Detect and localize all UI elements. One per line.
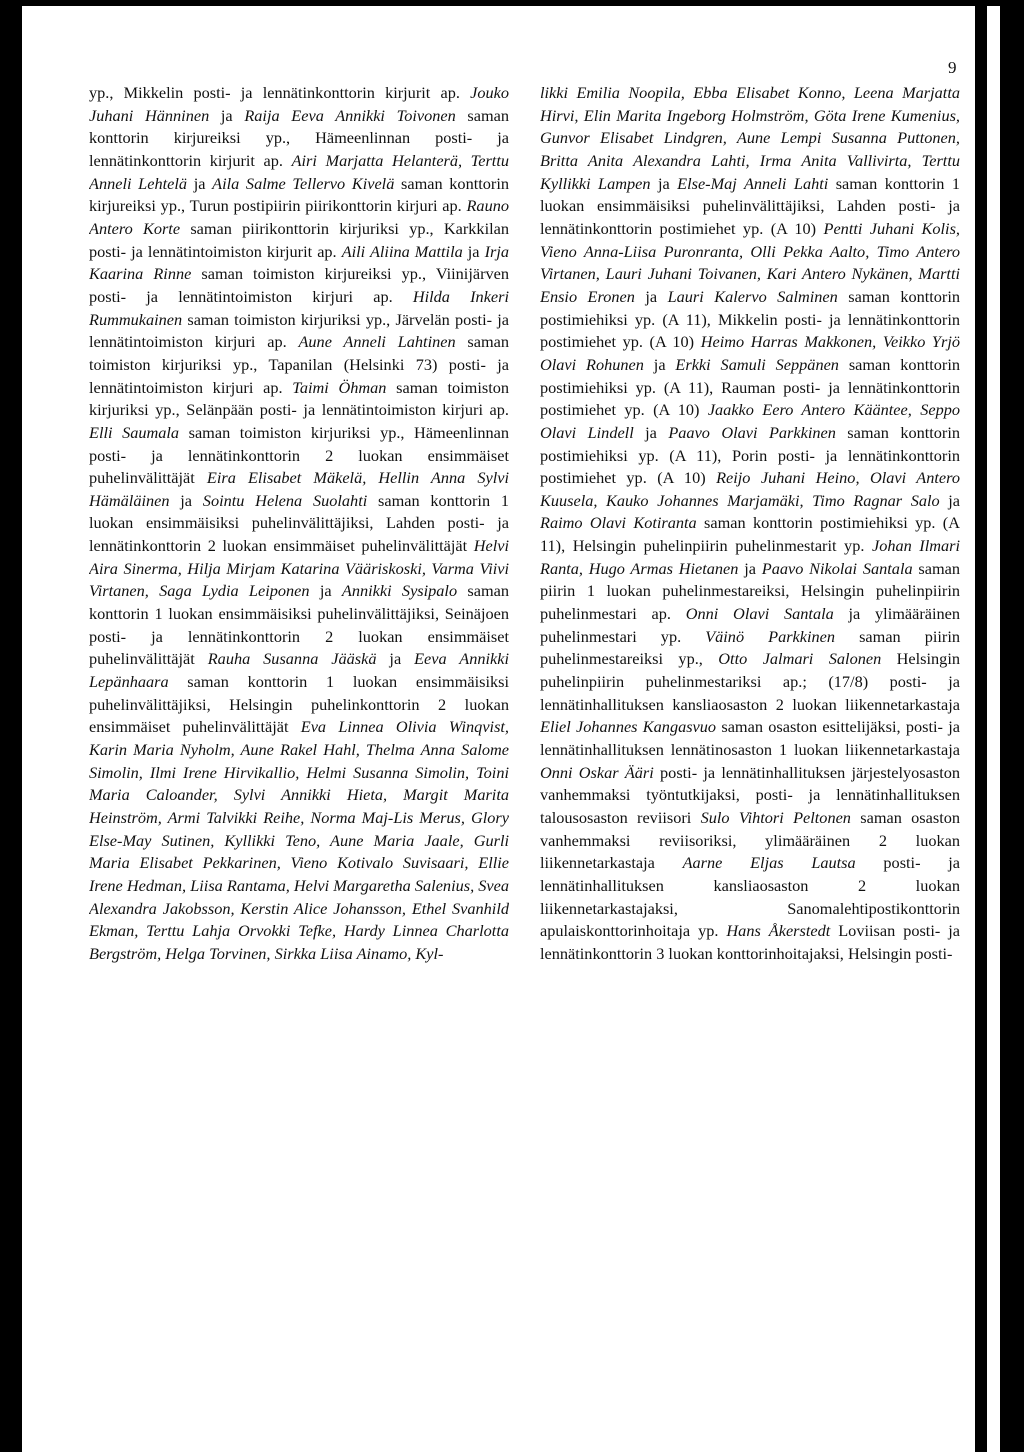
text-run: ja [633,422,669,442]
name-italic: Raimo Olavi Kotiranta [540,513,697,533]
name-italic: Aune Anneli Lahtinen [298,332,456,352]
text-run: saman toimiston kirjuriksi yp., Järvelän posti- ja lennätintoimiston kirjuri ap. [89,309,509,352]
name-italic: Aila Salme Tellervo Kivelä [212,173,395,193]
name-italic: Eira Elisabet Mäkelä, Hellin Anna Sylvi Hämäläinen [89,468,509,510]
name-italic: Lauri Kalervo Salminen [667,286,838,306]
text-run: posti- ja lennätinhallituksen kansliaosaston 2 luokan liikennetarkastajaksi, Sanomalehtipostikonttorin apulaiskonttorinhoitaja yp. [540,853,960,941]
text-run: posti- ja lennätinhallituksen järjestelyosaston vanhemmaksi työntutkijaksi, posti- ja lennätinhallituksen talousosaston reviisori [540,762,960,827]
name-italic: Irja Kaarina Rinne [89,241,509,284]
name-italic: Elli Saumala [89,422,180,442]
name-italic: Erkki Samuli Seppänen [675,354,839,374]
text-run: ja ylimääräinen puhelinmestari yp. [540,604,960,646]
text-run: saman konttorin kirjureiksi yp., Turun postipiirin piirikonttorin kirjuri ap. [89,173,509,216]
page-number: 9 [948,58,957,77]
text-run: saman konttorin postimiehiksi yp. (A 11), Rauman posti- ja lennätinkonttorin postimiehet yp. (A 10) [540,354,960,420]
text-run: saman piirikonttorin kirjuriksi yp., Karkkilan posti- ja lennätintoimiston kirjurit ap. [89,218,509,261]
name-italic: Väinö Parkkinen [705,626,836,646]
name-italic: Hans Åkerstedt [726,921,831,941]
text-run: saman konttorin postimiehiksi yp. (A 11), Helsingin puhelinpiirin puhelinmestarit yp. [540,513,960,556]
name-italic: Rauno Antero Korte [89,196,509,238]
text-run: saman konttorin 1 luokan ensimmäisiksi puhelinvälittäjiksi, Seinäjoen posti- ja lennätinkonttorin 2 luokan ensimmäiset puhelinvälittäjät [89,581,509,669]
scan-border-left [0,0,22,1452]
text-run: saman osaston vanhemmaksi reviisoriksi, ylimääräinen 2 luokan liikennetarkastaja [540,808,960,873]
name-italic: Eva Linnea Olivia Winqvist, Karin Maria Nyholm, Aune Rakel Hahl, Thelma Anna Salome Simolin, Ilmi Irene Hirvikallio, Helmi Susanna Simolin, Toini Maria Caloander, Sylvi Annikki Hieta, Margit Marita Heinström, Armi Talvikki Reihe, Norma Maj-Lis Merus, Glory Else-May Sutinen, Kyllikki Teno, Aune Maria Jaale, Gurli Maria Elisabet Pekkarinen, Vieno Kotivalo Suvisaari, Ellie Irene Hedman, Liisa Rantama, Helvi Margaretha Salenius, Svea Alexandra Jakobsson, Kerstin Alice Johansson, Ethel Svanhild Ekman, Terttu Lahja Orvokki Tefke, Hardy Linnea Charlotta Bergström, Helga Torvinen, Sirkka Liisa Ainamo, Kyl- [89,717,509,963]
name-italic: Else-Maj Anneli Lahti [677,173,829,193]
name-italic: Sulo Vihtori Peltonen [700,808,851,827]
text-run: saman konttorin 1 luokan ensimmäisiksi puhelinvälittäjiksi, Helsingin puhelinkonttorin 2 luokan ensimmäiset puhelinvälittäjät [89,672,509,737]
text-run: saman osaston esittelijäksi, posti- ja lennätinhallituksen lennätinosaston 1 luokan liikennetarkastaja [540,717,960,760]
name-italic: Onni Olavi Santala [685,604,834,624]
name-italic: Reijo Juhani Heino, Olavi Antero Kuusela, Kauko Johannes Marjamäki, Timo Ragnar Salo [540,468,960,510]
paragraph [89,82,509,966]
name-italic: Hilda Inkeri Rummukainen [89,286,509,329]
scan-border-right [1000,0,1024,1452]
name-italic: Paavo Olavi Parkkinen [668,422,836,442]
text-run: saman toimiston kirjuriksi yp., Hämeenlinnan posti- ja lennätinkonttorin 2 luokan ensimmäiset puhelinvälittäjät [89,422,509,488]
text-run: ja [209,105,245,125]
text-column-right [540,82,960,1372]
text-run: Helsingin puhelinpiirin puhelinmestariksi ap.; (17/8) posti- ja lennätinhallituksen kansliaosaston 2 luokan liikennetarkastaja [540,649,960,714]
text-run: ja [376,649,415,669]
name-italic: Jaakko Eero Antero Kääntee, Seppo Olavi Lindell [540,400,960,442]
name-italic: Heimo Harras Makkonen, Veikko Yrjö Olavi Rohunen [540,332,960,374]
text-column-left [89,82,509,1372]
text-run: Loviisan posti- ja lennätinkonttorin 3 luokan konttorinhoitajaksi, Helsingin posti- [540,921,960,963]
paragraph [540,82,960,966]
name-italic: likki Emilia Noopila, Ebba Elisabet Konno, Leena Marjatta Hirvi, Elin Marita Ingeborg Holmström, Göta Irene Kumenius, Gunvor Elisabet Lindgren, Aune Lempi Susanna Puttonen, Britta Anita Alexandra Lahti, Irma Anita Vallivirta, Terttu Kyllikki Lampen [540,83,960,193]
text-run: saman konttorin postimiehiksi yp. (A 11), Mikkelin posti- ja lennätinkonttorin postimiehet yp. (A 10) [540,286,960,352]
name-italic: Sointu Helena Suolahti [202,490,368,510]
name-italic: Aili Aliina Mattila [341,241,463,261]
text-run: ja [738,558,762,578]
name-italic: Otto Jalmari Salonen [718,649,882,669]
name-italic: Paavo Nikolai Santala [761,558,913,578]
text-run: ja [462,241,485,261]
name-italic: Taimi Öhman [292,377,387,397]
name-italic: Jouko Juhani Hänninen [89,83,509,125]
name-italic: Eliel Johannes Kangasvuo [540,717,717,737]
text-run: ja [650,173,678,193]
text-run: ja [643,354,676,374]
name-italic: Pentti Juhani Kolis, Vieno Anna-Liisa Puronranta, Olli Pekka Aalto, Timo Antero Virtanen, Lauri Juhani Toivanen, Kari Antero Nykänen, Martti Ensio Eronen [540,218,960,306]
text-run: saman piirin 1 luokan puhelinmestareiksi, Helsingin puhelinpiirin puhelinmestari ap. [540,558,960,624]
scan-border-top [0,0,1024,6]
text-run: saman konttorin kirjureiksi yp., Hämeenlinnan posti- ja lennätinkonttorin kirjurit ap. [89,105,509,170]
text-run: ja [187,173,213,193]
text-run: ja [634,286,668,306]
name-italic: Onni Oskar Ääri [540,762,654,782]
scan-border-strip [975,0,987,1452]
text-run: ja [939,490,960,510]
name-italic: Airi Marjatta Helanterä, Terttu Anneli Lehtelä [89,150,509,193]
name-italic: Rauha Susanna Jääskä [207,649,377,669]
text-run: ja [309,581,342,601]
name-italic: Helvi Aira Sinerma, Hilja Mirjam Katarina Vääriskoski, Varma Viivi Virtanen, Saga Lydia Leiponen [89,536,509,601]
name-italic: Aarne Eljas Lautsa [682,853,856,873]
name-italic: Raija Eeva Annikki Toivonen [244,105,456,125]
text-run: saman toimiston kirjuriksi yp., Tapanilan (Helsinki 73) posti- ja lennätintoimiston kirjuri ap. [89,332,509,397]
text-run: saman konttorin postimiehiksi yp. (A 11), Porin posti- ja lennätinkonttorin postimiehet yp. (A 10) [540,422,960,488]
text-run: saman konttorin 1 luokan ensimmäisiksi puhelinvälittäjiksi, Lahden posti- ja lennätinkonttorin postimiehet yp. (A 10) [540,173,960,238]
text-run: yp., Mikkelin posti- ja lennätinkonttorin kirjurit ap. [89,83,471,102]
text-run: ja [169,490,203,510]
name-italic: Eeva Annikki Lepänhaara [89,649,509,692]
text-run: saman konttorin 1 luokan ensimmäisiksi puhelinvälittäjiksi, Lahden posti- ja lennätinkonttorin 2 luokan ensimmäiset puhelinvälittäjät [89,490,509,556]
text-run: saman toimiston kirjureiksi yp., Viinijärven posti- ja lennätintoimiston kirjuri ap. [89,264,509,306]
text-run: saman piirin puhelinmestareiksi yp., [540,626,960,669]
name-italic: Annikki Sysipalo [341,581,458,601]
name-italic: Johan Ilmari Ranta, Hugo Armas Hietanen [540,536,960,578]
text-run: saman toimiston kirjuriksi yp., Selänpään posti- ja lennätintoimiston kirjuri ap. [89,377,509,420]
